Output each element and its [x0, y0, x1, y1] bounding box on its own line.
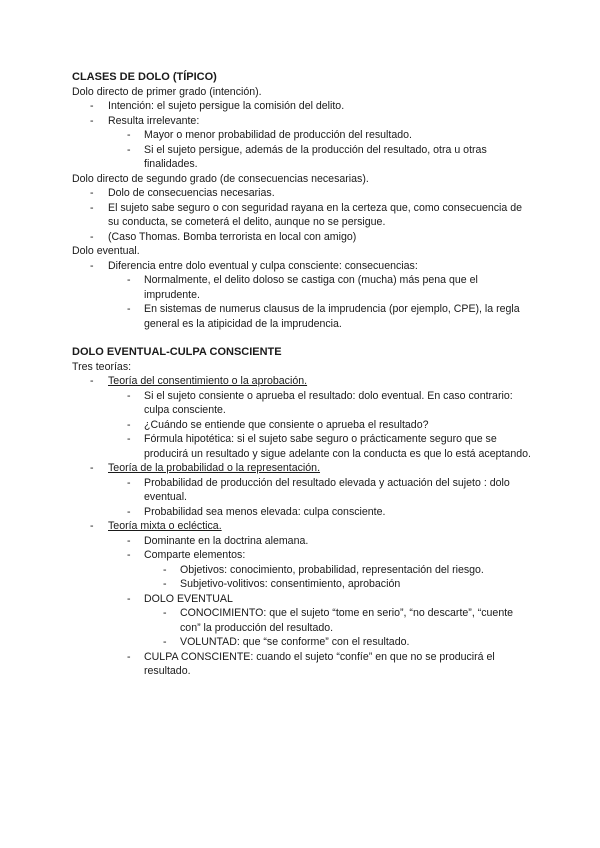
- line-text: Fórmula hipotética: si el sujeto sabe seguro o prácticamente seguro que se producirá un resultado y sigue adelante con la conducta es que lo está aceptando.: [144, 433, 531, 460]
- bullet-item: [72, 128, 532, 143]
- dash-bullet-icon: -: [127, 534, 131, 547]
- dash-bullet-icon: -: [127, 476, 131, 489]
- dash-bullet-icon: -: [90, 114, 94, 127]
- bullet-item: [72, 577, 532, 592]
- dash-bullet-icon: -: [127, 129, 131, 141]
- bullet-item: [72, 389, 532, 418]
- bullet-item: [72, 519, 532, 534]
- dash-bullet-icon: -: [90, 201, 94, 214]
- line-text: Dominante en la doctrina alemana.: [144, 534, 309, 547]
- line-text: Diferencia entre dolo eventual y culpa consciente: consecuencias:: [108, 259, 418, 272]
- bullet-item: [72, 99, 532, 114]
- bullet-item: [72, 143, 532, 172]
- bullet-item: [72, 230, 532, 245]
- paragraph-line: [72, 244, 532, 259]
- bullet-item: [72, 273, 532, 302]
- line-text: El sujeto sabe seguro o con seguridad rayana en la certeza que, como consecuencia de su conducta, se cometerá el delito, aunque no se persigue.: [108, 201, 523, 228]
- line-text: Dolo directo de segundo grado (de consecuencias necesarias).: [72, 172, 369, 185]
- line-text: Teoría del consentimiento o la aprobación.: [108, 375, 308, 387]
- line-text: Resulta irrelevante:: [108, 114, 200, 127]
- bullet-item: [72, 534, 532, 549]
- line-text: Comparte elementos:: [144, 549, 246, 561]
- paragraph-line: [72, 85, 532, 100]
- paragraph-line: [72, 360, 532, 375]
- line-text: (Caso Thomas. Bomba terrorista en local con amigo): [108, 230, 357, 243]
- dash-bullet-icon: -: [127, 650, 131, 663]
- dash-bullet-icon: -: [163, 607, 167, 619]
- dash-bullet-icon: -: [127, 433, 131, 445]
- bullet-item: [72, 505, 532, 520]
- line-text: Objetivos: conocimiento, probabilidad, representación del riesgo.: [180, 563, 484, 576]
- dash-bullet-icon: -: [127, 303, 131, 315]
- bullet-item: [72, 476, 532, 505]
- dash-bullet-icon: -: [163, 578, 167, 590]
- bullet-item: [72, 606, 532, 635]
- dash-bullet-icon: -: [163, 636, 167, 648]
- bullet-item: [72, 418, 532, 433]
- paragraph-line: [72, 172, 532, 187]
- dash-bullet-icon: -: [127, 389, 131, 402]
- dash-bullet-icon: -: [90, 259, 94, 272]
- dash-bullet-icon: -: [127, 274, 131, 286]
- line-text: Teoría mixta o ecléctica.: [108, 520, 222, 532]
- line-text: Tres teorías:: [72, 360, 132, 373]
- dash-bullet-icon: -: [127, 418, 131, 431]
- bullet-item: [72, 302, 532, 331]
- bullet-item: [72, 114, 532, 129]
- line-text: En sistemas de numerus clausus de la imprudencia (por ejemplo, CPE), la regla general es la atipicidad de la imprudencia.: [144, 303, 520, 330]
- line-text: Teoría de la probabilidad o la representación.: [108, 462, 321, 474]
- bullet-item: [72, 432, 532, 461]
- bullet-item: [72, 186, 532, 201]
- line-text: Normalmente, el delito doloso se castiga con (mucha) más pena que el imprudente.: [144, 274, 478, 301]
- line-text: Intención: el sujeto persigue la comisión del delito.: [108, 100, 345, 112]
- line-text: CULPA CONSCIENTE: cuando el sujeto “confíe” en que no se producirá el resultado.: [144, 650, 495, 677]
- bullet-item: [72, 548, 532, 563]
- dash-bullet-icon: -: [90, 100, 94, 112]
- section-gap: [72, 331, 532, 345]
- bullet-item: [72, 563, 532, 578]
- bullet-item: [72, 201, 532, 230]
- bullet-item: [72, 650, 532, 679]
- bullet-item: [72, 592, 532, 607]
- line-text: Probabilidad de producción del resultado elevada y actuación del sujeto : dolo eventual.: [144, 476, 510, 503]
- dash-bullet-icon: -: [127, 549, 131, 561]
- line-text: VOLUNTAD: que “se conforme” con el resultado.: [180, 636, 410, 648]
- section-heading: CLASES DE DOLO (TÍPICO): [72, 71, 217, 83]
- line-text: CONOCIMIENTO: que el sujeto “tome en serio”, “no descarte”, “cuente con” la producción del resultado.: [180, 607, 514, 634]
- line-text: Probabilidad sea menos elevada: culpa consciente.: [144, 505, 386, 518]
- dash-bullet-icon: -: [127, 592, 131, 605]
- line-text: Dolo de consecuencias necesarias.: [108, 187, 275, 199]
- document-content: [72, 70, 532, 679]
- line-text: DOLO EVENTUAL: [144, 592, 233, 605]
- dash-bullet-icon: -: [90, 462, 94, 474]
- line-text: Si el sujeto persigue, además de la producción del resultado, otra u otras finalidades.: [144, 143, 487, 170]
- dash-bullet-icon: -: [163, 563, 167, 576]
- dash-bullet-icon: -: [90, 375, 94, 387]
- section-heading: DOLO EVENTUAL-CULPA CONSCIENTE: [72, 346, 282, 358]
- line-text: Si el sujeto consiente o aprueba el resultado: dolo eventual. En caso contrario: culpa consciente.: [144, 389, 513, 416]
- dash-bullet-icon: -: [90, 520, 94, 532]
- dash-bullet-icon: -: [90, 230, 94, 243]
- line-text: Dolo directo de primer grado (intención).: [72, 85, 262, 98]
- bullet-item: [72, 461, 532, 476]
- line-text: Subjetivo-volitivos: consentimiento, aprobación: [180, 578, 401, 590]
- line-text: Dolo eventual.: [72, 245, 140, 257]
- bullet-item: [72, 259, 532, 274]
- line-text: Mayor o menor probabilidad de producción del resultado.: [144, 129, 412, 141]
- dash-bullet-icon: -: [127, 505, 131, 518]
- bullet-item: [72, 635, 532, 650]
- dash-bullet-icon: -: [90, 187, 94, 199]
- dash-bullet-icon: -: [127, 143, 131, 156]
- bullet-item: [72, 374, 532, 389]
- line-text: ¿Cuándo se entiende que consiente o aprueba el resultado?: [144, 418, 429, 431]
